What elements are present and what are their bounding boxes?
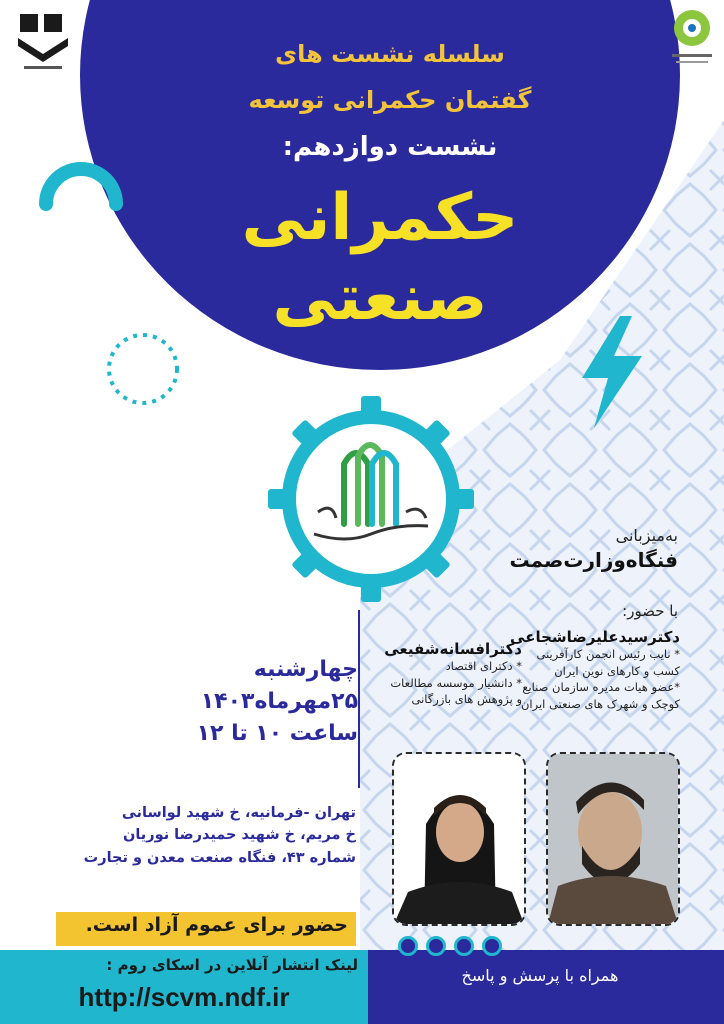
speaker-1-card xyxy=(510,628,680,713)
dot-decoration-icon xyxy=(398,936,418,956)
qa-banner xyxy=(368,950,724,1024)
host-name: فنگاه‌وزارت‌صمت xyxy=(509,548,678,572)
session-label: نشست دوازدهم: xyxy=(282,132,498,162)
dot-decoration-icon xyxy=(426,936,446,956)
main-title-line1: حکمرانی xyxy=(241,181,519,255)
event-date-block xyxy=(120,654,358,750)
presence-label: با حضور: xyxy=(622,602,678,620)
qa-text: همراه با پرسش و پاسخ xyxy=(461,966,619,985)
speaker-1-line: کسب و کارهای نوین ایران xyxy=(554,663,680,678)
gear-emblem-icon xyxy=(266,394,476,604)
speaker-1-name: دکترسیدعلیرضاشجاعی xyxy=(510,628,680,646)
speaker-1-line: کوچک و شهرک های صنعتی ایران xyxy=(520,697,680,712)
event-time: ساعت ۱۰ تا ۱۲ xyxy=(196,720,358,746)
address-line: تهران -فرمانیه، خ شهید لواسانی xyxy=(121,805,356,821)
speaker-1-line: *عضو هیات مدیره سازمان صنایع xyxy=(522,680,680,695)
speaker-1-line: * نایب رئیس انجمن کارآفرینی xyxy=(536,647,680,661)
online-link-label: لینک انتشار آنلاین در اسکای روم : xyxy=(106,956,358,974)
host-label: به‌میزبانی xyxy=(615,526,678,545)
address-line: شماره ۴۳، فنگاه صنعت معدن و تجارت xyxy=(83,849,356,866)
logo-association-icon xyxy=(666,4,718,70)
dot-decoration-icon xyxy=(482,936,502,956)
logo-ministry-icon xyxy=(14,8,72,76)
dot-decoration-icon xyxy=(454,936,474,956)
main-title-line2: صنعتی xyxy=(272,261,488,335)
lightning-bolt-icon xyxy=(576,316,646,428)
dashed-ring-icon xyxy=(102,328,184,410)
event-day: چهارشنبه xyxy=(253,657,358,682)
series-title-line1: سلسله نشست های xyxy=(275,40,505,68)
speaker-2-line: و پژوهش های بازرگانی xyxy=(411,692,522,707)
speaker-2-line: * دکترای اقتصاد xyxy=(445,659,522,673)
speaker-2-name: دکترافسانه‌شفیعی xyxy=(384,640,522,658)
speaker-2-line: * دانشیار موسسه مطالعات xyxy=(390,675,522,690)
divider-line xyxy=(358,610,360,788)
event-address xyxy=(40,802,356,869)
free-entry-text: حضور برای عموم آزاد است. xyxy=(85,914,348,936)
speaker-2-card xyxy=(368,640,522,708)
speaker-1-photo xyxy=(546,752,680,926)
speaker-2-photo xyxy=(392,752,526,926)
online-link-url[interactable]: http://scvm.ndf.ir xyxy=(78,982,290,1012)
series-title-line2: گفتمان حکمرانی توسعه xyxy=(248,86,532,114)
event-date: ۲۵مهرماه۱۴۰۳ xyxy=(200,688,358,714)
address-line: خ مریم، خ شهید حمیدرضا نوریان xyxy=(122,827,356,844)
